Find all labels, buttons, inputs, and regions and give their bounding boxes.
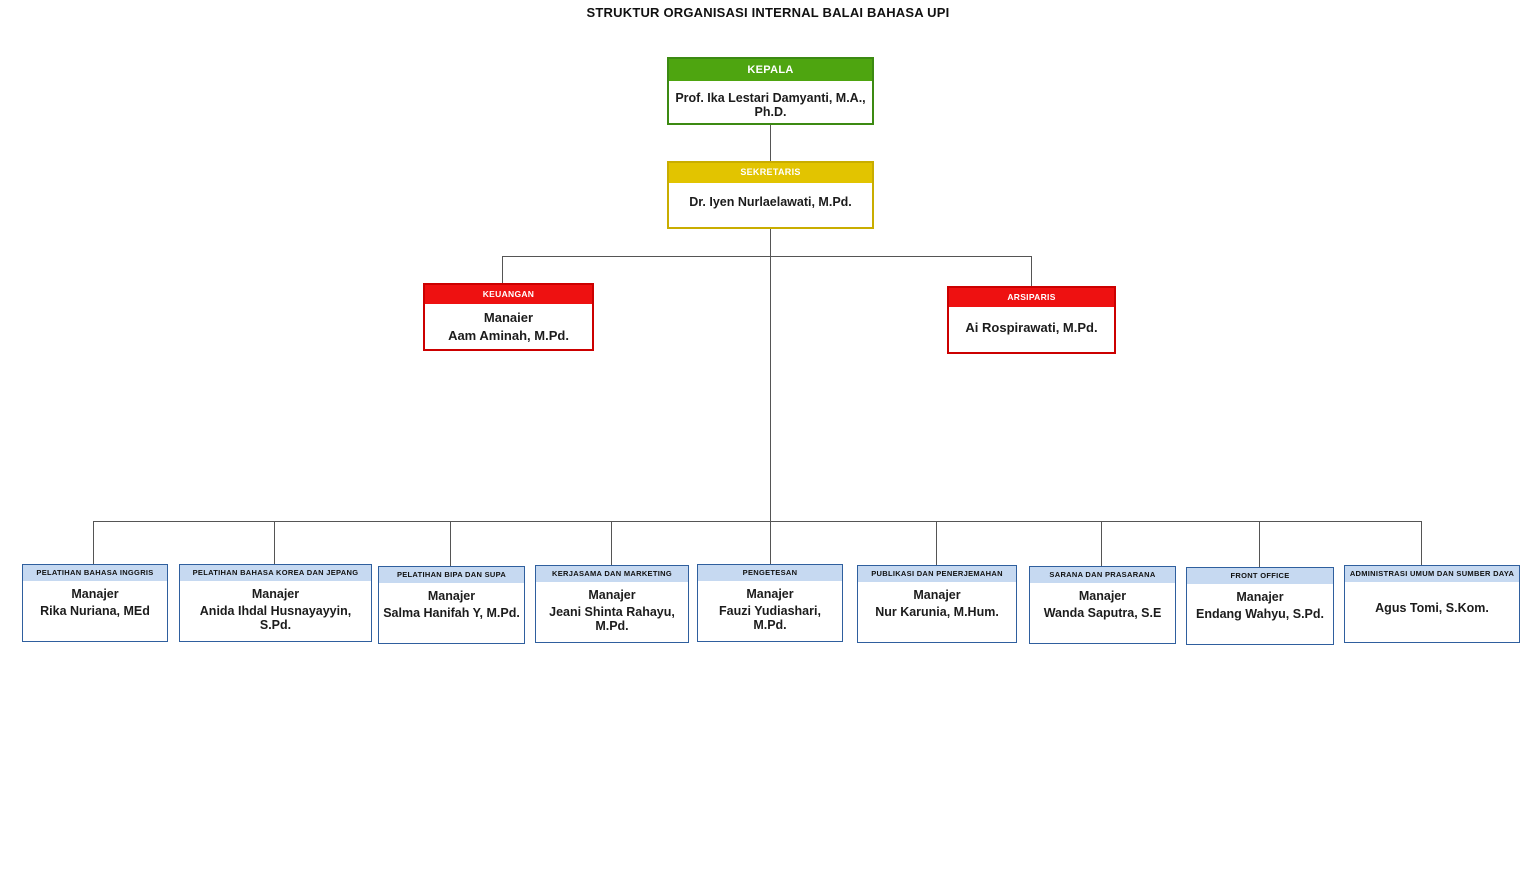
node-manager[interactable] xyxy=(697,564,843,642)
node-manager-header: FRONT OFFICE xyxy=(1187,568,1333,584)
node-kepala[interactable] xyxy=(667,57,874,125)
node-manager-header: PENGETESAN xyxy=(698,565,842,581)
connector-drop-7 xyxy=(1101,521,1102,571)
node-manager-person: Fauzi Yudiashari, M.Pd. xyxy=(719,603,821,632)
connector-arsiparis-drop xyxy=(1031,256,1032,286)
connector-drop-8 xyxy=(1259,521,1260,571)
node-manager-role: Manajer xyxy=(1078,588,1127,603)
node-manager-person: Rika Nuriana, MEd xyxy=(40,603,150,618)
node-manager-person: Wanda Saputra, S.E xyxy=(1043,605,1162,620)
node-manager-body xyxy=(536,582,688,639)
connector-keuangan-drop xyxy=(502,256,503,284)
connector-kepala-sekretaris xyxy=(770,125,771,161)
connector-drop-6 xyxy=(936,521,937,571)
node-keuangan[interactable] xyxy=(423,283,594,351)
node-manager-person: Jeani Shinta Rahayu, M.Pd. xyxy=(549,604,675,633)
node-manager-body xyxy=(858,582,1016,625)
connector-managers-bus xyxy=(93,521,1422,522)
node-manager-role: Manajer xyxy=(1236,589,1284,604)
node-manager-header: SARANA DAN PRASARANA xyxy=(1030,567,1175,583)
node-manager-role: Manajer xyxy=(913,587,961,602)
node-manager[interactable] xyxy=(22,564,168,642)
node-manager-header: PUBLIKASI DAN PENERJEMAHAN xyxy=(858,566,1016,582)
node-manager-role: Manajer xyxy=(427,588,476,603)
node-manager-header: PELATIHAN BAHASA INGGRIS xyxy=(23,565,167,581)
node-manager[interactable] xyxy=(857,565,1017,643)
node-manager[interactable] xyxy=(1029,566,1176,644)
node-keuangan-person: Aam Aminah, M.Pd. xyxy=(448,328,569,344)
page-title: STRUKTUR ORGANISASI INTERNAL BALAI BAHASA UPI xyxy=(586,5,950,20)
connector-side-horizontal xyxy=(502,256,1032,257)
node-manager[interactable] xyxy=(1344,565,1520,643)
node-manager[interactable] xyxy=(378,566,525,644)
node-kepala-body xyxy=(669,81,872,125)
node-manager-person: Salma Hanifah Y, M.Pd. xyxy=(383,605,520,620)
node-arsiparis-person: Ai Rospirawati, M.Pd. xyxy=(965,320,1098,336)
node-arsiparis[interactable] xyxy=(947,286,1116,354)
connector-drop-9 xyxy=(1421,521,1422,571)
node-sekretaris-body xyxy=(669,183,872,215)
node-manager[interactable] xyxy=(1186,567,1334,645)
node-manager-body xyxy=(1345,582,1519,621)
connector-drop-3 xyxy=(450,521,451,571)
node-manager-person: Endang Wahyu, S.Pd. xyxy=(1195,606,1324,621)
node-manager-role: Manajer xyxy=(251,586,300,601)
connector-sekretaris-down xyxy=(770,229,771,564)
node-keuangan-body xyxy=(425,304,592,349)
node-manager-role: Manajer xyxy=(588,587,636,602)
node-keuangan-header: KEUANGAN xyxy=(425,285,592,304)
node-sekretaris-person: Dr. Iyen Nurlaelawati, M.Pd. xyxy=(689,194,852,209)
node-kepala-header: KEPALA xyxy=(669,59,872,81)
node-kepala-person: Prof. Ika Lestari Damyanti, M.A., Ph.D. xyxy=(675,91,866,120)
node-manager[interactable] xyxy=(179,564,372,642)
node-manager-person: Nur Karunia, M.Hum. xyxy=(875,604,999,619)
node-sekretaris[interactable] xyxy=(667,161,874,229)
node-manager-body xyxy=(1187,584,1333,627)
connector-drop-4 xyxy=(611,521,612,571)
node-manager-header: KERJASAMA DAN MARKETING xyxy=(536,566,688,582)
node-arsiparis-body xyxy=(949,307,1114,341)
node-manager-body xyxy=(698,581,842,638)
node-manager-body xyxy=(379,583,524,626)
node-manager-header: ADMINISTRASI UMUM DAN SUMBER DAYA xyxy=(1345,566,1519,582)
node-manager-person: Anida Ihdal Husnayayyin, S.Pd. xyxy=(199,603,352,632)
node-arsiparis-header: ARSIPARIS xyxy=(949,288,1114,307)
node-manager-role: Manajer xyxy=(71,586,119,601)
node-manager-body xyxy=(180,581,371,638)
node-manager-header: PELATIHAN BIPA DAN SUPA xyxy=(379,567,524,583)
node-keuangan-role: Manaier xyxy=(483,310,534,326)
node-manager-header: PELATIHAN BAHASA KOREA DAN JEPANG xyxy=(180,565,371,581)
node-manager-role: Manajer xyxy=(746,586,794,601)
node-manager-body xyxy=(1030,583,1175,626)
node-sekretaris-header: SEKRETARIS xyxy=(669,163,872,183)
node-manager-body xyxy=(23,581,167,624)
node-manager[interactable] xyxy=(535,565,689,643)
node-manager-person: Agus Tomi, S.Kom. xyxy=(1375,600,1489,615)
